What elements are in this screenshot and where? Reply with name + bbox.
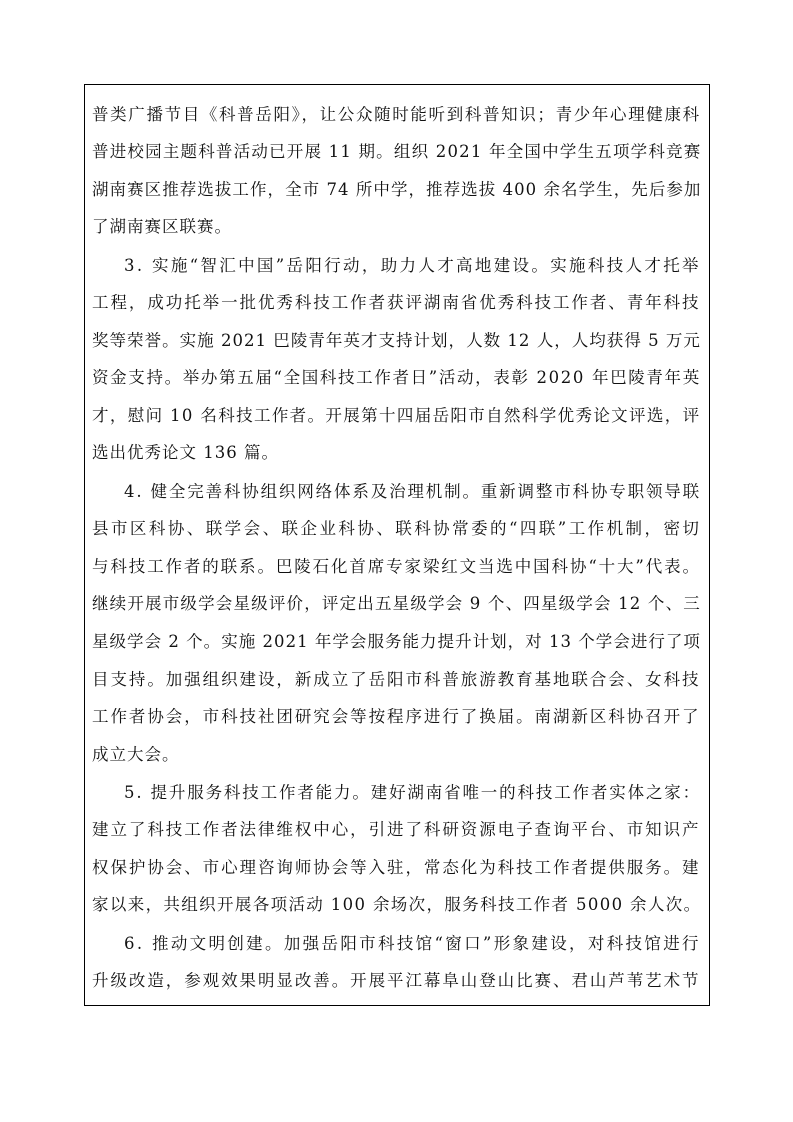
paragraph-first-line: 6. 推动文明创建。加强岳阳市科技馆“窗口”形象建设，对科技馆进行 xyxy=(124,934,701,953)
text-line: 继续开展市级学会星级评价，评定出五星级学会 9 个、四星级学会 12 个、三 xyxy=(92,594,701,613)
text-line: 与科技工作者的联系。巴陵石化首席专家梁红文当选中国科协“十大”代表。 xyxy=(92,557,701,576)
paragraph-first-line: 3. 实施“智汇中国”岳阳行动，助力人才高地建设。实施科技人才托举 xyxy=(124,256,701,275)
text-line: 县市区科协、联学会、联企业科协、联科协常委的“四联”工作机制，密切 xyxy=(92,519,702,538)
paragraph-first-line: 5. 提升服务科技工作者能力。建好湖南省唯一的科技工作者实体之家： xyxy=(124,783,701,802)
text-line: 建立了科技工作者法律维权中心，引进了科研资源电子查询平台、市知识产 xyxy=(92,820,701,839)
text-line: 工作者协会，市科技社团研究会等按程序进行了换届。南湖新区科协召开了 xyxy=(92,707,701,726)
text-line: 湖南赛区推荐选拔工作，全市 74 所中学，推荐选拔 400 余名学生，先后参加 xyxy=(92,180,702,199)
text-line: 目支持。加强组织建设，新成立了岳阳市科普旅游教育基地联合会、女科技 xyxy=(92,670,701,689)
text-line: 家以来，共组织开展各项活动 100 余场次，服务科技工作者 5000 余人次。 xyxy=(92,895,702,914)
text-line: 升级改造，参观效果明显改善。开展平江幕阜山登山比赛、君山芦苇艺术节 xyxy=(92,971,701,990)
text-line: 奖等荣誉。实施 2021 巴陵青年英才支持计划，人数 12 人，人均获得 5 万元 xyxy=(92,331,701,350)
text-line: 选出优秀论文 136 篇。 xyxy=(92,443,279,462)
text-line: 普类广播节目《科普岳阳》，让公众随时能听到科普知识；青少年心理健康科 xyxy=(92,105,701,124)
text-line: 星级学会 2 个。实施 2021 年学会服务能力提升计划，对 13 个学会进行了项 xyxy=(92,632,701,651)
text-line: 才，慰问 10 名科技工作者。开展第十四届岳阳市自然科学优秀论文评选，评 xyxy=(92,406,701,425)
text-line: 资金支持。举办第五届“全国科技工作者日”活动，表彰 2020 年巴陵青年英 xyxy=(92,368,701,387)
text-line: 成立大会。 xyxy=(92,745,180,764)
text-line: 了湖南赛区联赛。 xyxy=(92,217,232,236)
text-line: 普进校园主题科普活动已开展 11 期。组织 2021 年全国中学生五项学科竞赛 xyxy=(92,142,702,161)
text-line: 工程，成功托举一批优秀科技工作者获评湖南省优秀科技工作者、青年科技 xyxy=(92,293,701,312)
text-line: 权保护协会、市心理咨询师协会等入驻，常态化为科技工作者提供服务。建 xyxy=(92,858,701,877)
paragraph-first-line: 4. 健全完善科协组织网络体系及治理机制。重新调整市科协专职领导联 xyxy=(124,482,701,501)
